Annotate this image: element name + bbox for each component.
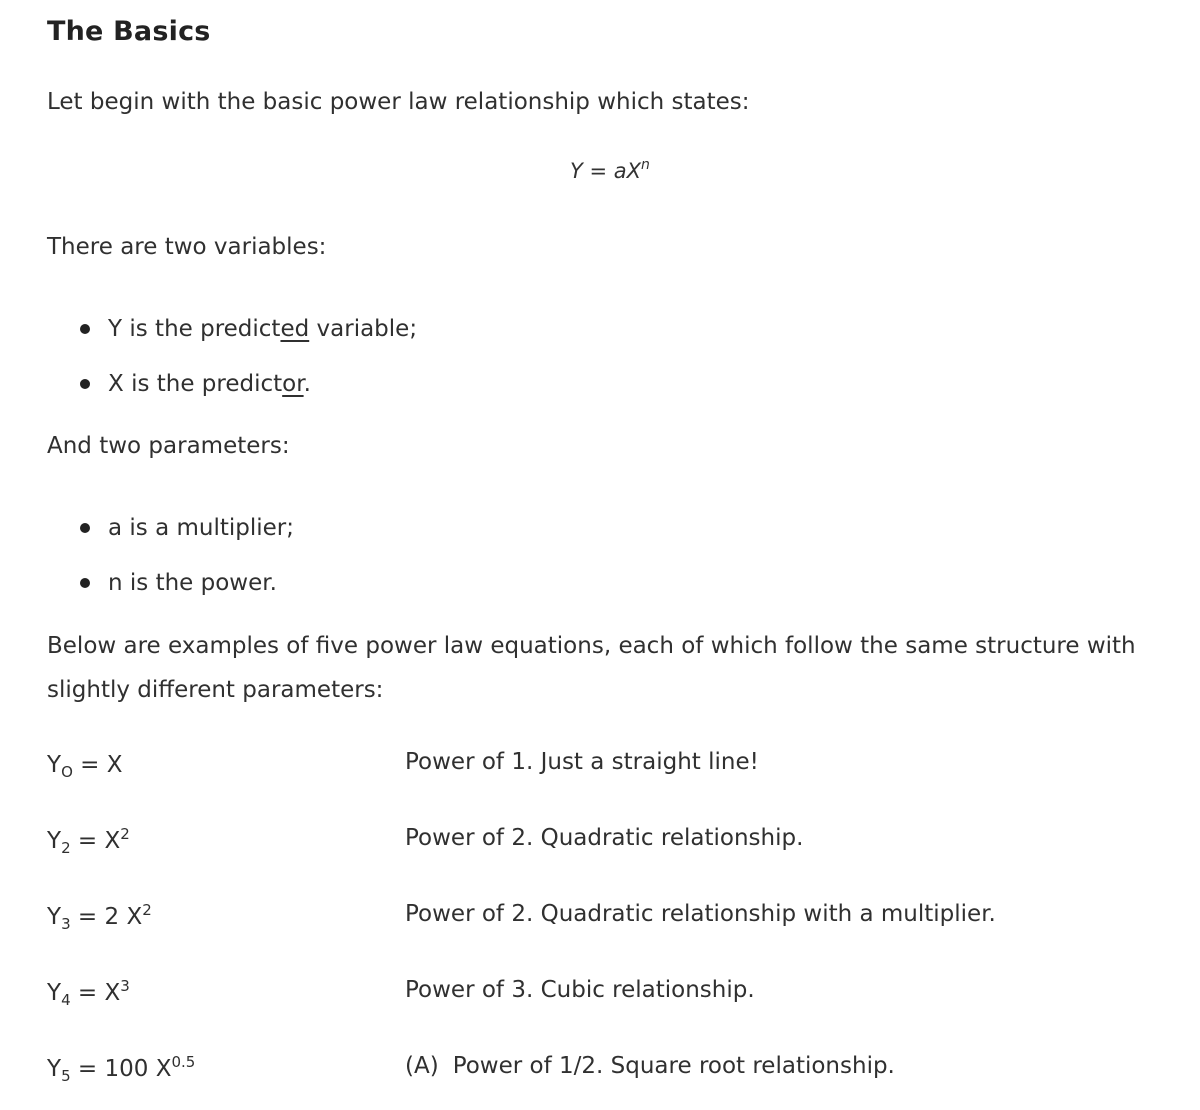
desc-prefix: (A) [405,1053,439,1079]
example-equation [47,749,123,781]
article-content [47,0,1167,1110]
example-equation [47,977,130,1009]
example-description [405,749,759,775]
power-law-formula [570,158,650,183]
list-item [80,357,417,412]
eq-rhs: = X [70,980,121,1006]
parameters-intro: And two parameters: [47,433,290,459]
eq-subscript: O [61,763,73,781]
formula-base: X [626,159,642,183]
section-heading: The Basics [47,16,211,47]
variable-text-before: Y is the predict [108,316,281,342]
desc-text: Power of 3. Cubic relationship. [405,977,755,1003]
variables-intro: There are two variables: [47,234,327,260]
bullet-icon [80,379,90,389]
parameter-text: n is the power. [108,570,277,596]
example-row [47,825,1147,865]
eq-rhs: = 2 X [70,904,143,930]
parameter-text: a is a multiplier; [108,515,295,541]
variable-text-underlined: ed [280,316,310,342]
eq-rhs: = X [70,828,121,854]
eq-var: Y [47,828,62,854]
variable-text-after: . [303,371,311,397]
variable-text-before: X is the predict [108,371,283,397]
eq-subscript: 5 [61,1067,71,1085]
list-item [80,556,294,611]
bullet-icon [80,523,90,533]
example-description [405,977,755,1003]
bullet-icon [80,324,90,334]
example-description [405,901,996,927]
eq-var: Y [47,980,62,1006]
variables-list [80,302,417,412]
formula-exponent: n [641,157,650,173]
example-description [405,825,803,851]
bullet-icon [80,578,90,588]
eq-subscript: 2 [61,839,71,857]
eq-superscript: 3 [120,977,130,995]
variable-text-underlined: or [282,371,304,397]
eq-rhs: = 100 X [70,1056,172,1082]
eq-var: Y [47,904,62,930]
examples-intro: Below are examples of five power law equations, each of which follow the same structure with slightly different parameters: [47,633,1136,703]
eq-var: Y [47,752,62,778]
desc-text: Power of 1. Just a straight line! [405,749,759,775]
example-equation [47,1053,195,1085]
eq-superscript: 2 [120,825,130,843]
formula-multiplier: a [613,159,627,183]
eq-rhs: = X [72,752,123,778]
eq-superscript: 2 [142,901,152,919]
variable-text-after: variable; [309,316,418,342]
example-equation [47,901,152,933]
eq-subscript: 4 [61,991,71,1009]
example-description [405,1053,895,1079]
example-row [47,1053,1147,1093]
formula-equals: = [582,159,614,183]
intro-paragraph: Let begin with the basic power law relationship which states: [47,89,750,115]
eq-var: Y [47,1056,62,1082]
example-row [47,901,1147,941]
desc-text: Power of 1/2. Square root relationship. [452,1053,895,1079]
eq-superscript: 0.5 [171,1053,196,1071]
eq-subscript: 3 [61,915,71,933]
formula-lhs: Y [570,159,583,183]
parameters-list [80,501,294,611]
example-row [47,977,1147,1017]
list-item [80,302,417,357]
example-row [47,749,1147,789]
list-item [80,501,294,556]
example-equation [47,825,130,857]
desc-text: Power of 2. Quadratic relationship. [405,825,804,851]
desc-text: Power of 2. Quadratic relationship with a multiplier. [405,901,996,927]
